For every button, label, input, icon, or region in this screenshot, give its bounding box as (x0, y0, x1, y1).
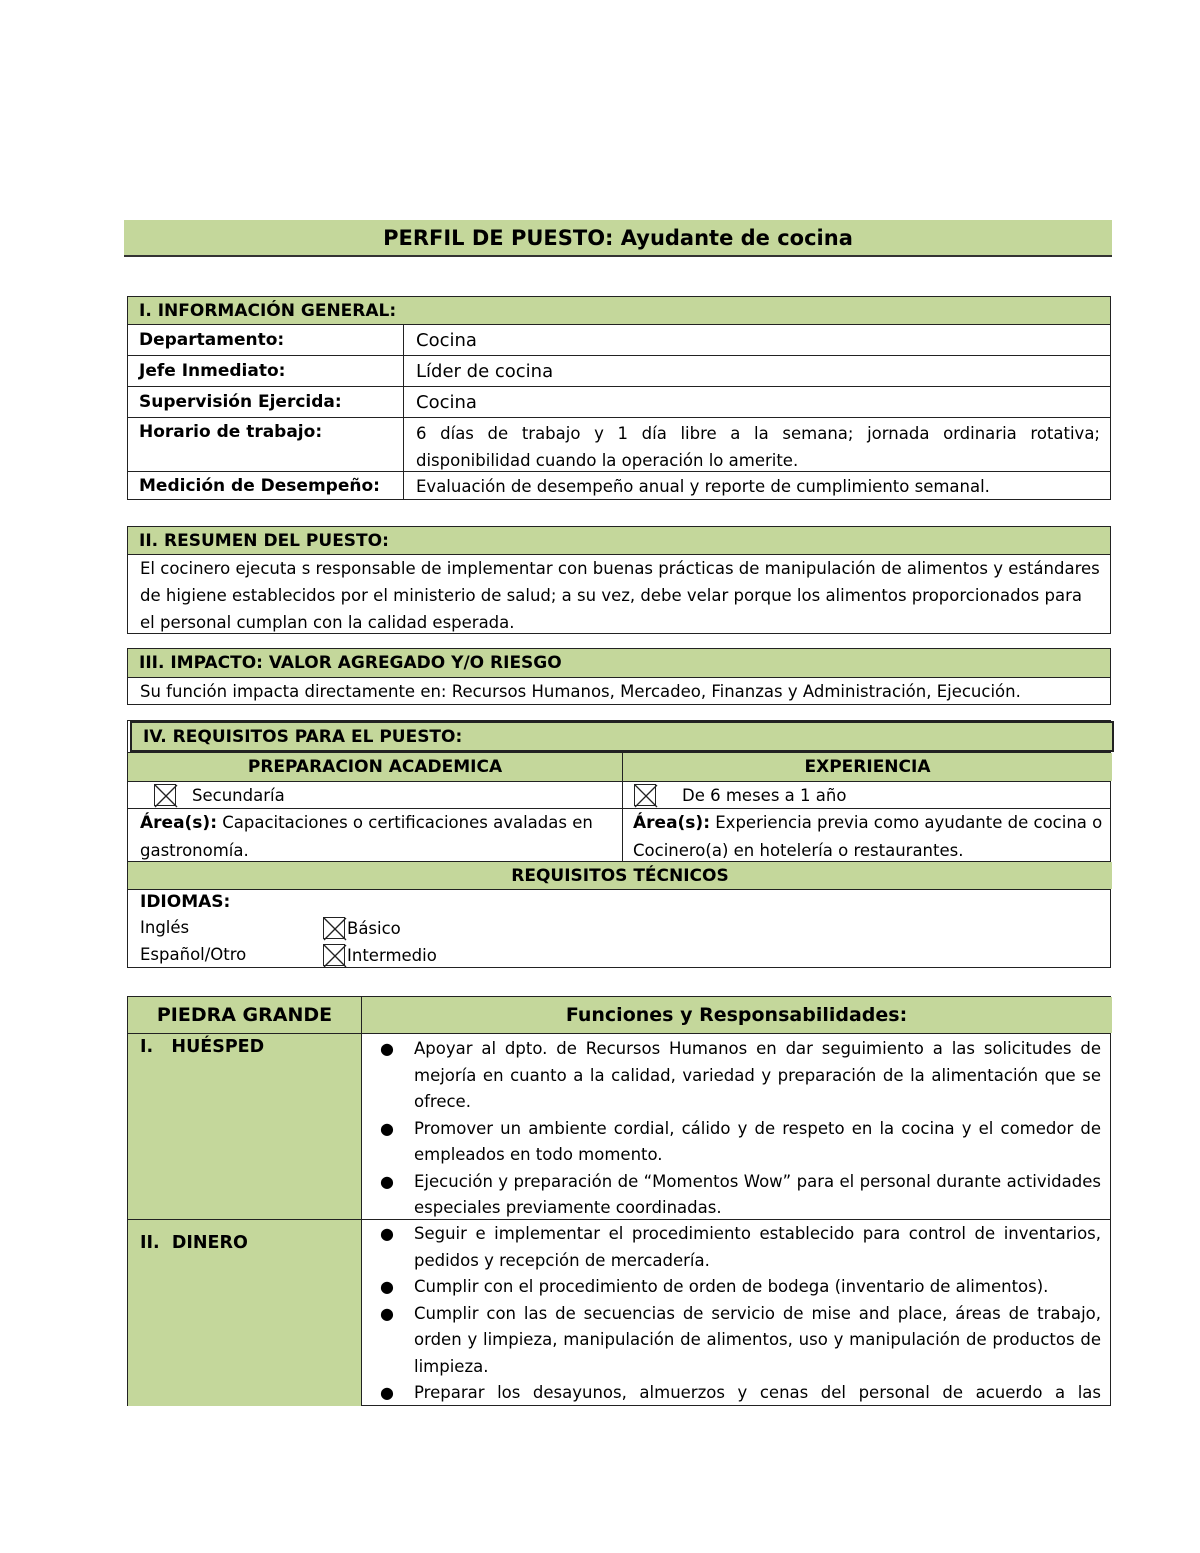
checked-box-icon[interactable] (154, 784, 176, 806)
list-item: ● Ejecución y preparación de “Momentos Wow” para el personal durante actividades especiales previamente coordinadas. (380, 1171, 1101, 1217)
money-responsibilities (380, 1221, 1101, 1405)
performance-label: Medición de Desempeño: (139, 476, 380, 496)
functions-table (127, 996, 1111, 1406)
checked-box-icon[interactable] (323, 917, 345, 939)
language-level-basic: Básico (323, 917, 401, 939)
summary-table (127, 526, 1111, 634)
performance-value: Evaluación de desempeño anual y reporte de cumplimiento semanal. (416, 476, 990, 496)
checked-box-icon[interactable] (323, 944, 345, 966)
department-label: Departamento: (139, 329, 285, 350)
guest-responsibilities (380, 1036, 1101, 1222)
boss-label: Jefe Inmediato: (139, 360, 286, 381)
list-item: ● Preparar los desayunos, almuerzos y cenas del personal de acuerdo a las (380, 1383, 1101, 1402)
general-info-table (127, 296, 1111, 500)
supervision-label: Supervisión Ejercida: (139, 391, 342, 412)
general-info-heading: I. INFORMACIÓN GENERAL: (128, 297, 1110, 324)
requirements-heading: IV. REQUISITOS PARA EL PUESTO: (130, 721, 1114, 752)
experience-level-row (634, 782, 1104, 808)
academic-level: Secundaría (192, 785, 285, 805)
pillar-guest: I. HUÉSPED (140, 1037, 265, 1057)
pillar-money: II. DINERO (140, 1233, 248, 1253)
language-level-intermediate: Intermedio (323, 944, 437, 966)
list-item: ● Cumplir con el procedimiento de orden de bodega (inventario de alimentos). (380, 1277, 1049, 1296)
academic-header: PREPARACION ACADEMICA (128, 753, 622, 781)
page-title-bar (124, 220, 1112, 257)
impact-text: Su función impacta directamente en: Recursos Humanos, Mercadeo, Finanzas y Administración, Ejecución. (140, 682, 1021, 701)
requirements-table (127, 720, 1111, 968)
supervision-value: Cocina (416, 392, 477, 413)
list-item: ● Seguir e implementar el procedimiento establecido para control de inventarios, pedidos y recepción de mercadería. (380, 1224, 1101, 1270)
list-item: ● Promover un ambiente cordial, cálido y de respeto en la cocina y el comedor de empleados en todo momento. (380, 1118, 1101, 1164)
schedule-value: 6 días de trabajo y 1 día libre a la semana; jornada ordinaria rotativa; disponibilidad cuando la operación lo amerite. (416, 424, 1100, 470)
pillar-header: PIEDRA GRANDE (156, 1004, 333, 1026)
experience-level: De 6 meses a 1 año (682, 785, 847, 805)
technical-header: REQUISITOS TÉCNICOS (128, 862, 1112, 889)
schedule-label: Horario de trabajo: (139, 422, 323, 442)
checked-box-icon[interactable] (634, 784, 656, 806)
boss-value: Líder de cocina (416, 361, 554, 382)
list-item: ● Cumplir con las de secuencias de servicio de mise and place, áreas de trabajo, orden y limpieza, manipulación de alimentos, uso y manipulación de productos de limpieza. (380, 1303, 1101, 1376)
academic-area: Área(s): Capacitaciones o certificaciones avaladas en gastronomía. (140, 813, 593, 860)
experience-header: EXPERIENCIA (623, 753, 1112, 781)
department-value: Cocina (416, 330, 477, 351)
experience-area: Área(s): Experiencia previa como ayudante de cocina o Cocinero(a) en hotelería o restaurantes. (633, 813, 1103, 860)
page-title: PERFIL DE PUESTO: Ayudante de cocina (383, 226, 853, 250)
summary-text: El cocinero ejecuta s responsable de implementar con buenas prácticas de manipulación de alimentos y estándares de higiene establecidos por el ministerio de salud; a su vez, debe velar porque los alimentos proporcionados para el personal cumplan con la calidad esperada. (140, 559, 1100, 632)
list-item: ● Apoyar al dpto. de Recursos Humanos en dar seguimiento a las solicitudes de mejoría en cuanto a la calidad, variedad y preparación de la alimentación que se ofrece. (380, 1039, 1101, 1111)
impact-heading: III. IMPACTO: VALOR AGREGADO Y/O RIESGO (128, 649, 1110, 677)
impact-table (127, 648, 1111, 705)
summary-heading: II. RESUMEN DEL PUESTO: (128, 527, 1110, 554)
functions-header: Funciones y Responsabilidades: (565, 1004, 908, 1026)
language-name-english: Inglés (140, 918, 190, 937)
languages-label: IDIOMAS: (140, 892, 231, 912)
academic-level-row (154, 782, 614, 808)
language-name-spanish: Español/Otro (140, 945, 247, 964)
pillar-column-bg (128, 997, 361, 1406)
